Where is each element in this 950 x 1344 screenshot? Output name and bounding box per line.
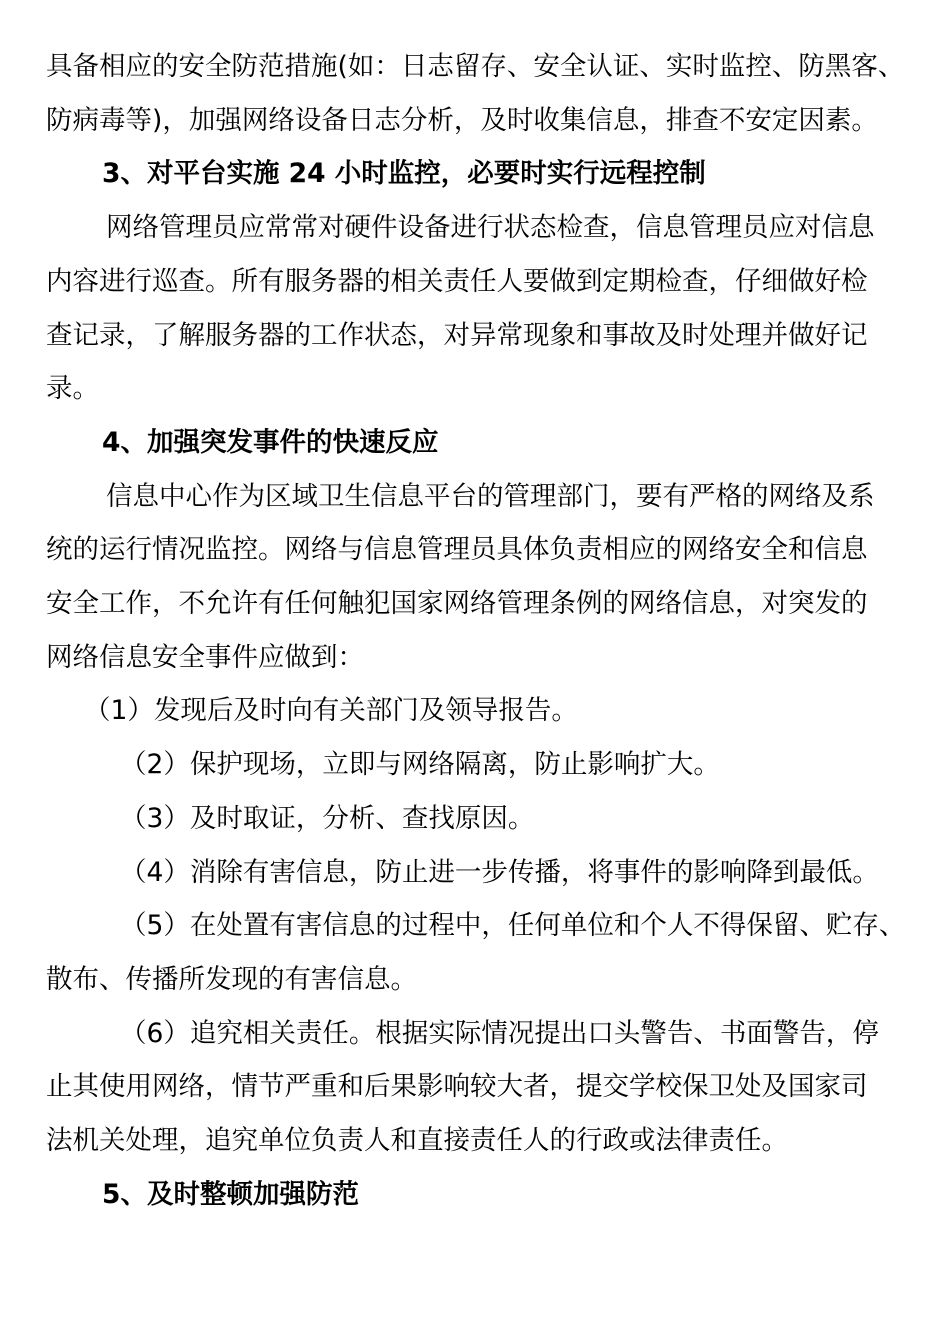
text-line: 统的运行情况监控。网络与信息管理员具体负责相应的网络安全和信息 — [46, 534, 868, 566]
text-line: 内容进行巡查。所有服务器的相关责任人要做到定期检查，仔细做好检 — [46, 265, 868, 297]
list-item-2: （2）保护现场，立即与网络隔离，防止影响扩大。 — [120, 749, 720, 781]
section-heading-4: 4、加强突发事件的快速反应 — [102, 426, 439, 458]
list-item-1: （1）发现后及时向有关部门及领导报告。 — [84, 695, 578, 727]
text-line: 散布、传播所发现的有害信息。 — [46, 963, 417, 995]
text-line: 防病毒等)，加强网络设备日志分析，及时收集信息，排查不安定因素。 — [46, 104, 878, 136]
text-line: 安全工作，不允许有任何触犯国家网络管理条例的网络信息，对突发的 — [46, 588, 868, 620]
section-heading-3: 3、对平台实施 24 小时监控，必要时实行远程控制 — [102, 158, 706, 190]
text-line: 录。 — [46, 373, 99, 405]
text-line: 止其使用网络，情节严重和后果影响较大者，提交学校保卫处及国家司 — [46, 1071, 868, 1103]
section-heading-5: 5、及时整顿加强防范 — [102, 1178, 359, 1210]
list-item-6: （6）追究相关责任。根据实际情况提出口头警告、书面警告，停 — [120, 1017, 879, 1049]
list-item-4: （4）消除有害信息，防止进一步传播，将事件的影响降到最低。 — [120, 856, 879, 888]
list-item-3: （3）及时取证，分析、查找原因。 — [120, 802, 535, 834]
list-item-5: （5）在处置有害信息的过程中，任何单位和个人不得保留、贮存、 — [120, 910, 906, 942]
text-line: 信息中心作为区域卫生信息平台的管理部门，要有严格的网络及系 — [106, 480, 875, 512]
text-line: 法机关处理，追究单位负责人和直接责任人的行政或法律责任。 — [46, 1125, 788, 1157]
text-line: 具备相应的安全防范措施(如：日志留存、安全认证、实时监控、防黑客、 — [46, 51, 905, 82]
text-line: 网络信息安全事件应做到： — [46, 641, 364, 673]
text-line: 网络管理员应常常对硬件设备进行状态检查，信息管理员应对信息 — [106, 212, 875, 244]
text-line: 查记录，了解服务器的工作状态，对异常现象和事故及时处理并做好记 — [46, 319, 868, 351]
